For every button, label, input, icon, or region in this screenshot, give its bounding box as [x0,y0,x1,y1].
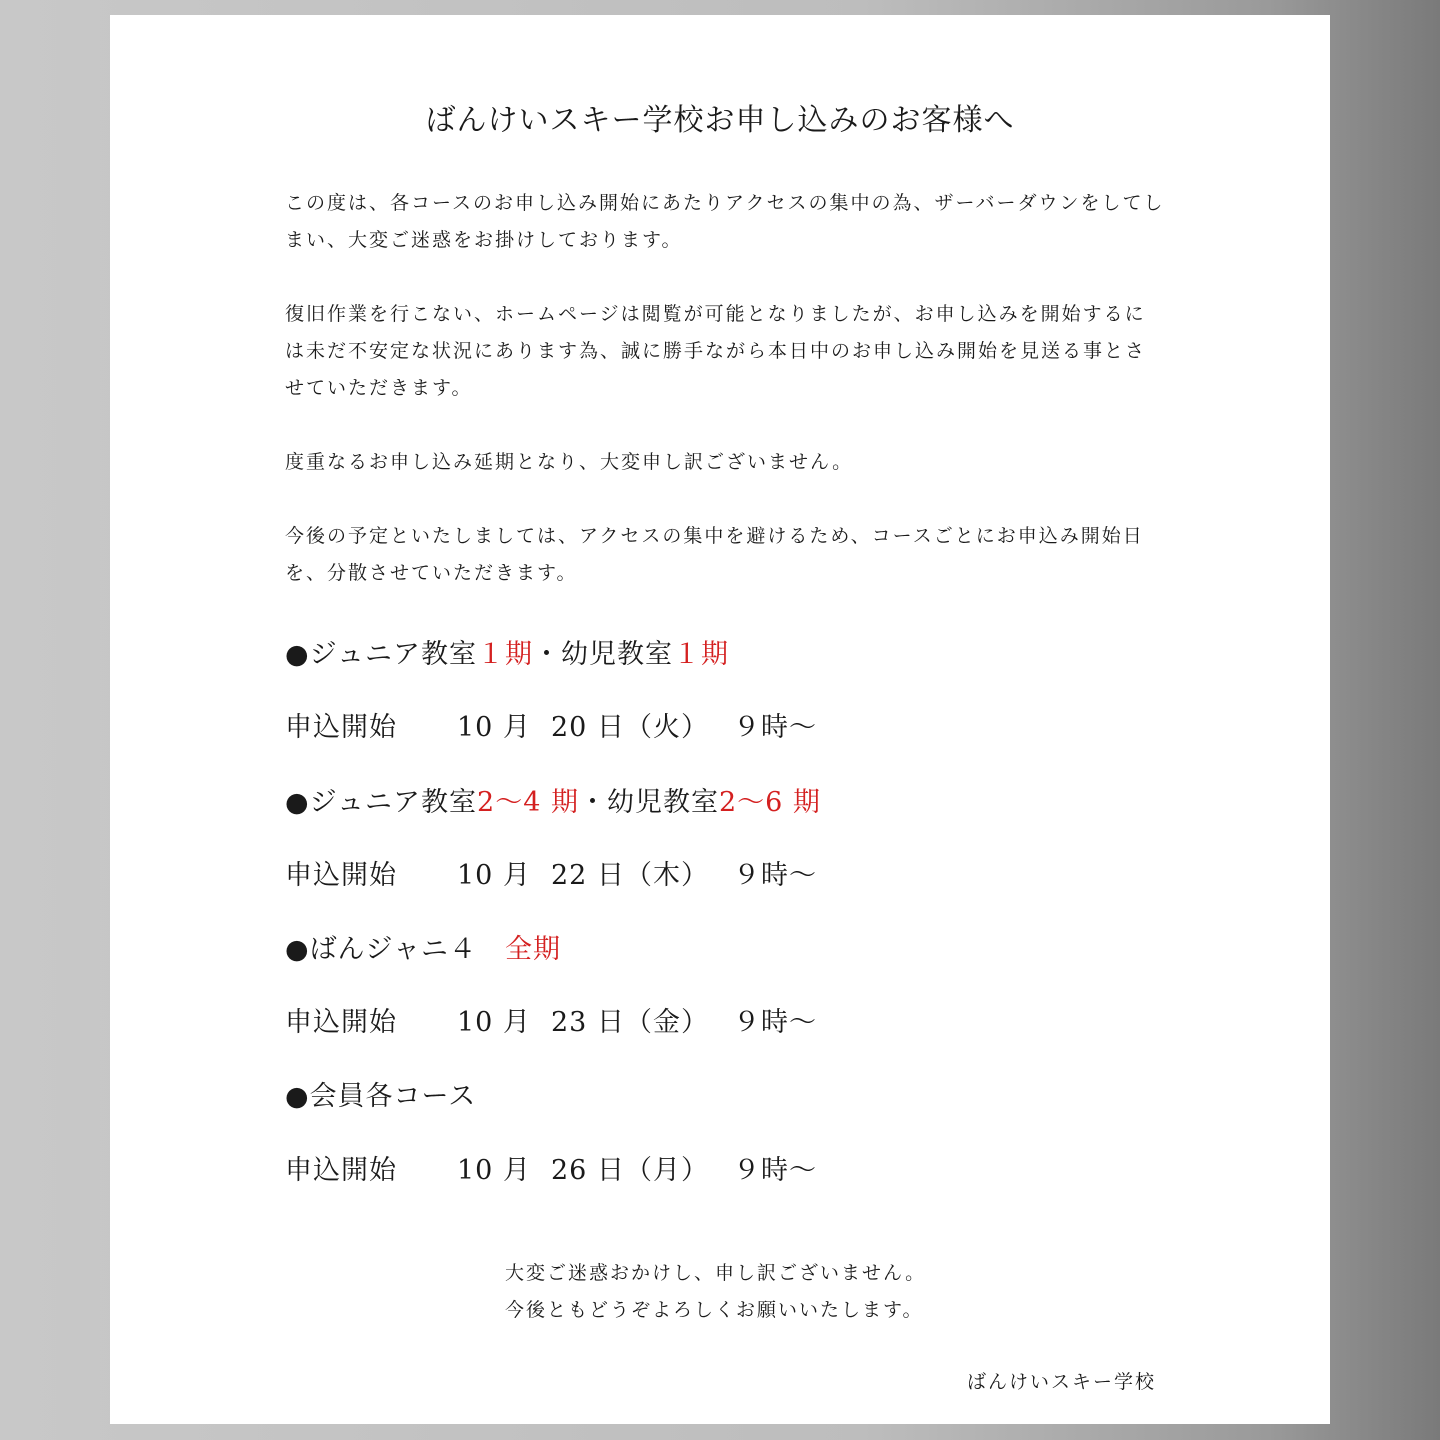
separator: ・ [533,639,562,670]
course-period: １期 [477,639,534,670]
course-heading [285,1074,476,1113]
schedule-day: 26 日（月） [551,1155,709,1186]
schedule-day: 20 日（火） [551,712,709,743]
paragraph-apology: この度は、各コースのお申し込み開始にあたりアクセスの集中の為、ザーバーダウンをしてしまい、大変ご迷惑をお掛けしております。 [285,192,1165,251]
schedule-day: 22 日（木） [551,860,709,891]
course-name: 会員各コース [309,1081,477,1112]
notice-page [110,15,1330,1424]
schedule-label: 申込開始 [285,860,397,891]
schedule-month: 10 月 [457,1155,531,1186]
signature: ばんけいスキー学校 [966,1371,1156,1393]
course-period: 2〜4 期 [477,787,579,818]
schedule-label: 申込開始 [285,1007,397,1038]
schedule-time: ９時〜 [733,860,817,891]
bullet-icon: ● [285,639,310,670]
schedule-row [285,1000,817,1039]
bullet-icon: ● [285,787,310,818]
separator: ・ [578,787,607,818]
closing-line: 大変ご迷惑おかけし、申し訳ございません。 [505,1262,927,1284]
schedule-label: 申込開始 [285,1155,397,1186]
page-title: ばんけいスキー学校お申し込みのお客様へ [425,103,1015,138]
paragraph-postpone: 度重なるお申し込み延期となり、大変申し訳ございません。 [285,451,854,473]
paragraph-schedule-intro: 今後の予定といたしましては、アクセスの集中を避けるため、コースごとにお申込み開始日を、分散させていただきます。 [285,525,1144,584]
course-heading [285,927,561,966]
schedule-row [285,705,817,744]
course-name: 幼児教室 [606,787,719,818]
course-period: １期 [673,639,730,670]
bullet-icon: ● [285,934,310,965]
course-heading [285,780,821,819]
course-name: ジュニア教室 [309,787,478,818]
schedule-row [285,853,817,892]
course-period: 全期 [505,934,562,965]
closing-message [505,1255,926,1329]
schedule-label: 申込開始 [285,712,397,743]
schedule-month: 10 月 [457,712,531,743]
bullet-icon: ● [285,1081,310,1112]
schedule-day: 23 日（金） [551,1007,709,1038]
schedule-month: 10 月 [457,860,531,891]
schedule-month: 10 月 [457,1007,531,1038]
schedule-time: ９時〜 [733,1007,817,1038]
course-name: ジュニア教室 [309,639,478,670]
schedule-time: ９時〜 [733,1155,817,1186]
course-period: 2〜6 期 [718,787,821,818]
course-name: ばんジャニ４ [309,934,478,965]
paragraph-recovery: 復旧作業を行こない、ホームページは閲覧が可能となりましたが、お申し込みを開始するには未だ不安定な状況にあります為、誠に勝手ながら本日中のお申し込み開始を見送る事とさせていただきます。 [285,303,1147,399]
course-heading [285,632,729,671]
course-name: 幼児教室 [561,639,674,670]
schedule-time: ９時〜 [733,712,817,743]
schedule-row [285,1148,817,1187]
closing-line: 今後ともどうぞよろしくお願いいたします。 [505,1299,924,1321]
